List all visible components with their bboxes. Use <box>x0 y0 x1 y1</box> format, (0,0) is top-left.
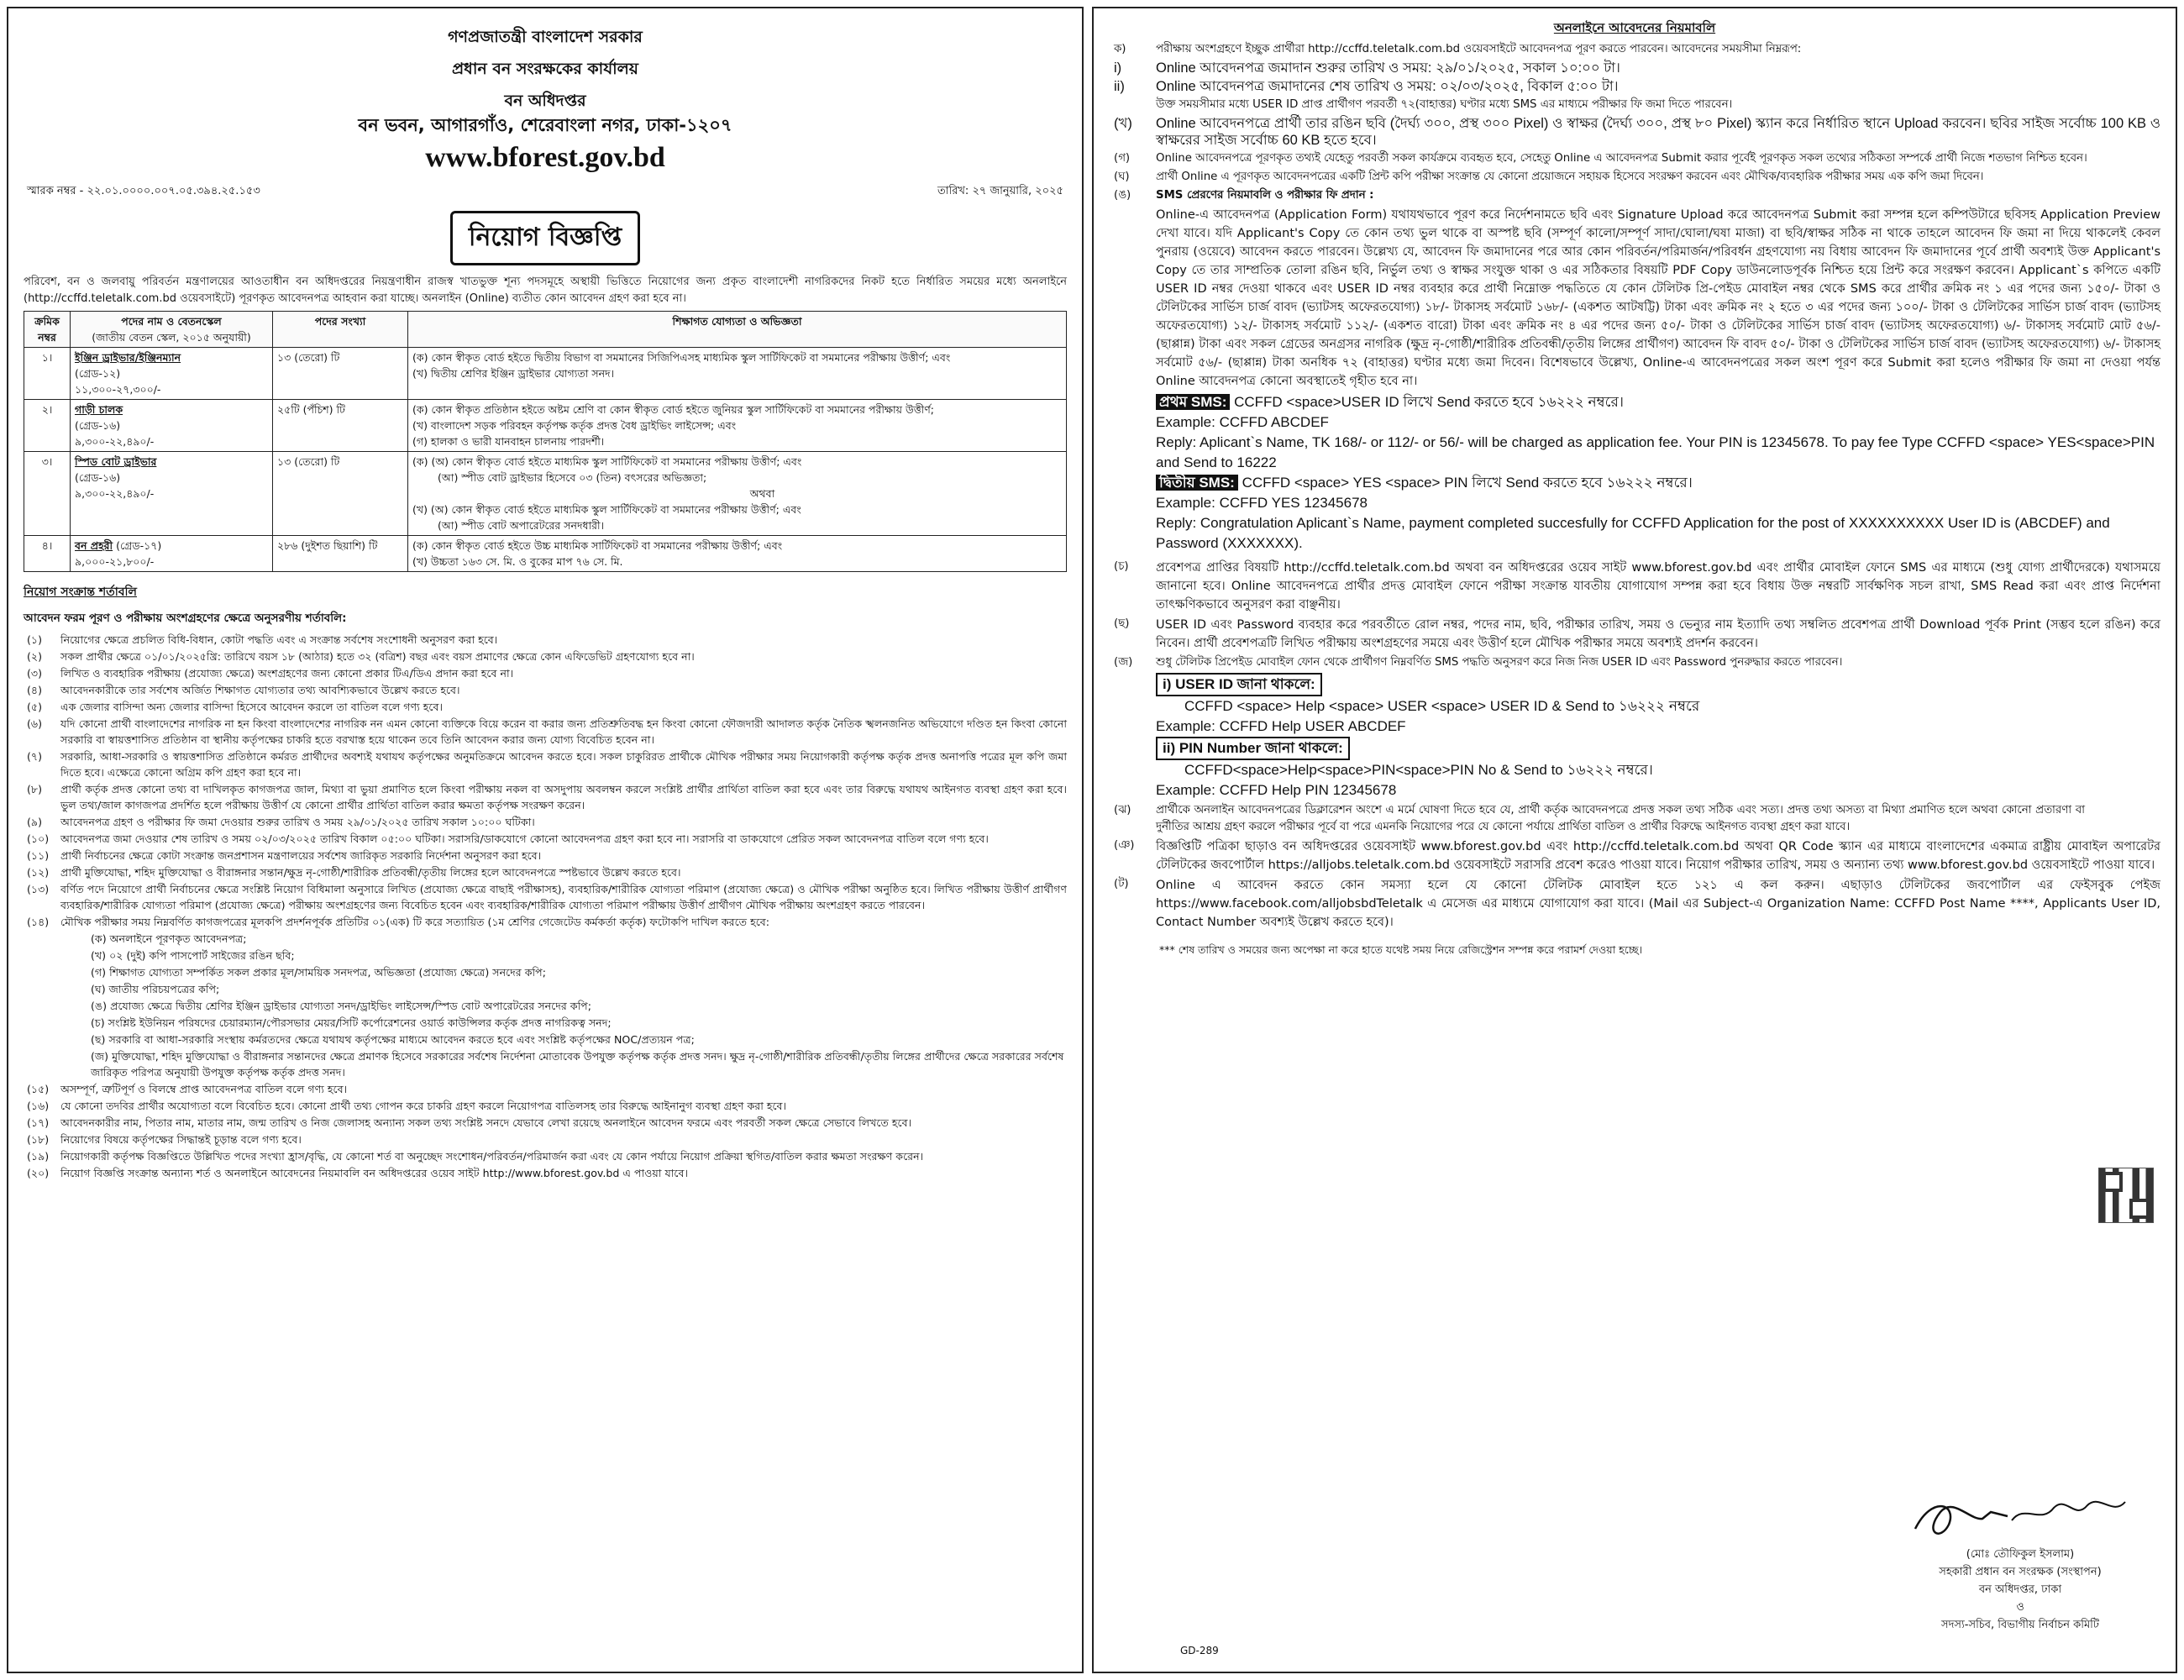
condition-text: আবেদনকারীর নাম, পিতার নাম, মাতার নাম, জন্ম তারিখ ও নিজ জেলাসহ অন্যান্য সকল তথ্য সংশ্লিষ্ট সনদে যেভাবে লেখা রয়েছে অনলাইনে আবেদন ফরমে এবং পরবর্তী সকল ক্ষেত্রে সেভাবে লিখতে হবে। <box>60 1116 912 1129</box>
condition-item <box>24 748 1067 780</box>
rule-key: (ঞ) <box>1114 839 1135 852</box>
condition-number: (১১) <box>27 849 50 862</box>
condition-item <box>24 665 1067 681</box>
post-name: গাড়ী চালক <box>75 403 123 416</box>
signature-icon <box>1907 1487 2134 1546</box>
condition-text: প্রার্থী মুক্তিযোদ্ধা, শহিদ মুক্তিযোদ্ধা ও বীরাঙ্গনার সন্তান/ক্ষুদ্র নৃ-গোষ্ঠী/শারীরিক প্রতিবন্ধী/তৃতীয় লিঙ্গের হলে আবেদনপত্রে স্পষ্টভাবে উল্লেখ করতে হবে। <box>60 866 681 879</box>
condition-item <box>24 699 1067 715</box>
condition-item <box>24 648 1067 664</box>
table-row <box>24 348 1067 400</box>
document-item: (খ) ০২ (দুই) কপি পাসপোর্ট সাইজের রঙিন ছবি; <box>91 949 295 962</box>
post-scale: ৯,৩০০-২২,৪৯০/- <box>75 435 155 448</box>
row-post <box>71 348 273 400</box>
rule-text: বিজ্ঞপ্তিটি পত্রিকা ছাড়াও বন অধিদপ্তরের ওয়েবসাইট www.bforest.gov.bd এবং http://ccffd.teletalk.com.bd অথবা QR Code স্ক্যান এর মাধ্যমে বাংলাদেশের একমাত্র রাষ্ট্রীয় মোবাইল অপারেটর টেলিটকের জবপোর্টাল https://alljobs.teletalk.com.bd ওয়েবসাইটে সরাসরি প্রবেশ করেও পাওয়া যাবে। নিয়োগ পরীক্ষার তারিখ, সময় ও অন্যান্য তথ্য www.bforest.gov.bd ওয়েবসাইটে পাওয়া যাবে। <box>1156 840 2160 872</box>
gd-code: GD-289 <box>1180 1645 1219 1656</box>
post-scale: ৯,৩০০-২২,৪৯০/- <box>75 487 155 500</box>
rule-kha <box>1109 115 2160 149</box>
table-row <box>24 452 1067 536</box>
website-heading: www.bforest.gov.bd <box>425 142 665 173</box>
row-qualification <box>408 348 1067 400</box>
rule-ka <box>1109 41 2160 58</box>
condition-text: অসম্পূর্ণ, ত্রুটিপূর্ণ ও বিলম্বে প্রাপ্ত আবেদনপত্র বাতিল বলে গণ্য হবে। <box>60 1083 348 1095</box>
rule-text: Online আবেদনপত্রে প্রার্থী তার রঙিন ছবি (দৈর্ঘ্য ৩০০, প্রস্থ ৩০০ Pixel) ও স্বাক্ষর (দৈর্ঘ্য ৩০০, প্রস্থ ৮০ Pixel) স্ক্যান করে নির্ধারিত স্থানে Upload করবেন। ছবির সাইজ সর্বোচ্চ 100 KB ও স্বাক্ষরের সাইজ সর্বোচ্চ 60 KB হতে হবে। <box>1156 116 2160 148</box>
condition-text: প্রার্থী নির্বাচনের ক্ষেত্রে কোটা সংক্রান্ত জনপ্রশাসন মন্ত্রণালয়ের সর্বশেষ জারিকৃত সরকারি নির্দেশনা অনুসরণ করা হবে। <box>60 849 542 862</box>
qual-line: (গ) হালকা ও ভারী যানবাহন চালনায় পারদর্শী। <box>412 435 605 448</box>
condition-item <box>24 716 1067 748</box>
condition-number: (৩) <box>27 667 43 680</box>
qual-line: (ক) কোন স্বীকৃত বোর্ড হইতে দ্বিতীয় বিভাগ বা সমমানের সিজিপিএসহ মাধ্যমিক স্কুল সার্টিফিকেট বা সমমানের পরীক্ষায় উত্তীর্ণ; এবং <box>412 351 951 364</box>
rule-uma-body <box>1109 206 2160 391</box>
qual-line: (ক) কোন স্বীকৃত বোর্ড হইতে উচ্চ মাধ্যমিক সার্টিফিকেট বা সমমানের পরীক্ষায় উত্তীর্ণ; এবং <box>412 539 783 552</box>
footnote: *** শেষ তারিখ ও সময়ের জন্য অপেক্ষা না করে হাতে যথেষ্ট সময় নিয়ে রেজিস্ট্রেশন সম্পন্ন করে পরামর্শ দেওয়া হচ্ছে। <box>1159 943 1643 956</box>
condition-item <box>24 1115 1067 1131</box>
rule-key: (ঙ) <box>1114 189 1131 202</box>
header-post-sub: (জাতীয় বেতন স্কেল, ২০১৫ অনুযায়ী) <box>92 331 251 344</box>
row-post <box>71 400 273 452</box>
qr-code-icon[interactable] <box>2098 1168 2154 1223</box>
condition-item <box>24 781 1067 813</box>
posts-table <box>24 311 1067 572</box>
condition-item <box>24 881 1067 913</box>
condition-number: (৯) <box>27 816 42 828</box>
condition-number: (৭) <box>27 750 43 763</box>
office-address: বন ভবন, আগারগাঁও, শেরেবাংলা নগর, ঢাকা-১২০৭ <box>358 115 732 135</box>
condition-text: সরকারি, আধা-সরকারি ও স্বায়ত্তশাসিত প্রতিষ্ঠানে কর্মরত প্রার্থীদের অবশ্যই যথাযথ কর্তৃপক্ষের অনুমতিক্রমে আবেদন করতে হবে। সকল চাকুরিরত প্রার্থীকে মৌখিক পরীক্ষার সময় নিয়োগকারী কর্তৃপক্ষ কর্তৃক প্রদত্ত অনাপত্তি পত্রের মূল কপি জমা দিতে হবে। এক্ষেত্রে কোনো অগ্রিম কপি গ্রহণ করা হবে না। <box>60 750 1067 779</box>
sms-first-reply: Reply: Aplicant`s Name, TK 168/- or 112/- or 56/- will be charged as application fee. Your PIN is 12345678. To pay fee Type CCFFD <space> YES<space>PIN and Send to 16222 <box>1156 434 2155 470</box>
rule-key: i) <box>1114 60 1122 76</box>
condition-item <box>24 632 1067 648</box>
rule-text: Online আবেদনপত্র জমাদানের শেষ তারিখ ও সময়: ০২/০৩/২০২৫, বিকাল ৫:০০ টা। <box>1156 79 1619 94</box>
sms-first-example: Example: CCFFD ABCDEF <box>1156 414 1329 430</box>
signer-office: বন অধিদপ্তর, ঢাকা <box>1978 1583 2062 1596</box>
post-scale: ৯,০০০-২১,৮০০/- <box>75 555 155 568</box>
rule-text: SMS প্রেরণের নিয়মাবলি ও পরীক্ষার ফি প্রদান : <box>1156 189 1374 202</box>
condition-text: আবেদনকারীকে তার সর্বশেষ অর্জিত শিক্ষাগত যোগ্যতার তথ্য আবশ্যিকভাবে উল্লেখ করতে হবে। <box>60 684 460 696</box>
qual-line: (খ) (অ) কোন স্বীকৃত বোর্ড হইতে মাধ্যমিক স্কুল সার্টিফিকেট বা সমমানের পরীক্ষায় উত্তীর্ণ; এবং <box>412 503 801 516</box>
condition-item <box>24 1081 1067 1097</box>
signature-block <box>1882 1487 2159 1634</box>
intro-paragraph: পরিবেশ, বন ও জলবায়ু পরিবর্তন মন্ত্রণালয়ের আওতাধীন বন অধিদপ্তরের নিয়ন্ত্রণাধীন রাজস্ব খাতভুক্ত শূন্য পদসমূহে অস্থায়ী ভিত্তিতে নিয়োগের জন্য প্রকৃত বাংলাদেশী নাগরিকদের নিকট হতে নির্ধারিত সময়ের মধ্যে অনলাইনে (http://ccffd.teletalk.com.bd ওয়েবসাইটে) পূরণকৃত আবেদনপত্র আহবান করা যাচ্ছে। অনলাইন (Online) ব্যতীত কোন আবেদন গ্রহণ করা হবে না। <box>24 276 1067 305</box>
qual-line: (আ) স্পীড বোট অপারেটরের সনদধারী। <box>438 519 605 532</box>
qual-line: (ক) কোন স্বীকৃত প্রতিষ্ঠান হইতে অষ্টম শ্রেণি বা কোন স্বীকৃত বোর্ড হইতে জুনিয়র স্কুল সার্টিফিকেট বা সমমানের পরীক্ষায় উত্তীর্ণ; <box>412 403 935 416</box>
conditions-subtitle: আবেদন ফরম পূরণ ও পরীক্ষায় অংশগ্রহণের ক্ষেত্রে অনুসরণীয় শর্তাবলি: <box>24 612 347 625</box>
condition-text: মৌখিক পরীক্ষার সময় নিম্নবর্ণিত কাগজপত্রের মূলকপি প্রদর্শনপূর্বক প্রতিটির ০১(এক) টি করে সত্যায়িত (১ম শ্রেণির গেজেটেড কর্মকর্তা কর্তৃক) ফটোকপি দাখিল করতে হবে: <box>60 916 770 928</box>
condition-number: (১) <box>27 633 42 646</box>
condition-number: (৫) <box>27 701 42 713</box>
pin-recovery <box>1109 737 2160 760</box>
condition-number: (১৩) <box>27 883 50 895</box>
rule-key: (গ) <box>1114 152 1131 165</box>
rule-text: প্রবেশপত্র প্রাপ্তির বিষয়টি http://ccffd.teletalk.com.bd অথবা বন অধিদপ্তরের ওয়েব সাইট www.bforest.gov.bd এবং প্রার্থীর মোবাইল ফোনে SMS এর মাধ্যমে (শুধু যোগ্য প্রার্থীদেরকে) যথাসময়ে জানানো হবে। Online আবেদনপত্রে প্রার্থীর প্রদত্ত মোবাইল ফোনে পরীক্ষা সংক্রান্ত যাবতীয় যোগাযোগ সম্পন্ন করা হবে বিধায় উক্ত নম্বরটি সার্বক্ষণিক সচল রাখা, SMS Read করা এবং প্রাপ্ত নির্দেশনা তাৎক্ষণিকভাবে অনুসরণ করা বাঞ্ছনীয়। <box>1156 561 2160 612</box>
rule-text: Online আবেদনপত্র জমাদান শুরুর তারিখ ও সময়: ২৯/০১/২০২৫, সকাল ১০:০০ টা। <box>1156 60 1620 76</box>
condition-text: লিখিত ও ব্যবহারিক পরীক্ষায় (প্রযোজ্য ক্ষেত্রে) অংশগ্রহণের জন্য কোনো প্রকার টিএ/ডিএ প্রদান করা হবে না। <box>60 667 514 680</box>
department-name: বন অধিদপ্তর <box>504 92 586 110</box>
condition-item <box>24 814 1067 830</box>
userid-cmd: CCFFD <space> Help <space> USER <space> USER ID & Send to ১৬২২২ নম্বরে <box>1184 698 1700 714</box>
document-item: (চ) সংশ্লিষ্ট ইউনিয়ন পরিষদের চেয়ারম্যান/পৌরসভার মেয়র/সিটি কর্পোরেশনের ওয়ার্ড কাউন্সিলর কর্তৃক প্রদত্ত নাগরিকত্ব সনদ; <box>91 1016 612 1029</box>
rule-ka-ii <box>1109 78 2160 95</box>
documents-sublist <box>24 931 1067 1080</box>
condition-number: (৪) <box>27 684 42 696</box>
rule-ja <box>1109 654 2160 671</box>
qual-line: (আ) স্পীড বোট ড্রাইভার হিসেবে ০৩ (তিন) বৎসরের অভিজ্ঞতা; <box>438 471 707 484</box>
condition-item <box>24 1165 1067 1181</box>
condition-text: নিয়োগকারী কর্তৃপক্ষ বিজ্ঞপ্তিতে উল্লিখিত পদের সংখ্যা হ্রাস/বৃদ্ধি, যে কোনো শর্ত বা অনুচ্ছেদ সংশোধন/পরিবর্তন/পরিমার্জন করা এবং যে কোন পর্যায়ে নিয়োগ প্রক্রিয়া স্থগিত/বাতিল করার ক্ষমতা সংরক্ষণ করেন। <box>60 1150 924 1163</box>
table-header-row <box>24 312 1067 348</box>
header-count: পদের সংখ্যা <box>273 312 408 348</box>
sms-first <box>1109 392 2160 412</box>
document-item: (ঙ) প্রযোজ্য ক্ষেত্রে দ্বিতীয় শ্রেণির ইঞ্জিন ড্রাইভার যোগ্যতা সনদ/ড্রাইভিং লাইসেন্স/স্পিড বোট অপারেটরের সনদের কপি; <box>91 1000 591 1012</box>
sms-second-reply: Reply: Congratulation Aplicant`s Name, payment completed succesfully for CCFFD Application for the post of XXXXXXXXXX User ID is (ABCDEF) and Password (XXXXXXX). <box>1156 515 2110 551</box>
row-serial: ২। <box>24 400 71 452</box>
qual-line: (খ) বাংলাদেশ সড়ক পরিবহন কর্তৃপক্ষ কর্তৃক প্রদত্ত বৈধ ড্রাইভিং লাইসেন্স; এবং <box>412 419 737 432</box>
userid-label: i) USER ID জানা থাকলে: <box>1156 673 1322 696</box>
rule-text: শুধু টেলিটক প্রিপেইড মোবাইল ফোন থেকে প্রার্থীগণ নিম্নবর্ণিত SMS পদ্ধতি অনুসরণ করে নিজ নিজ USER ID এবং Password পুনরুদ্ধার করতে পারবেন। <box>1156 656 1843 669</box>
notice-date: তারিখ: ২৭ জানুয়ারি, ২০২৫ <box>937 185 1063 197</box>
rule-key: (জ) <box>1114 656 1133 669</box>
sms-second <box>1109 473 2160 493</box>
table-row <box>24 400 1067 452</box>
condition-item <box>24 914 1067 930</box>
qual-line: (খ) দ্বিতীয় শ্রেণির ইঞ্জিন ড্রাইভার যোগ্যতা সনদ। <box>412 367 615 380</box>
govt-name: গণপ্রজাতন্ত্রী বাংলাদেশ সরকার <box>448 28 643 46</box>
rule-ta <box>1109 876 2160 932</box>
rule-ka-note <box>1109 97 2160 113</box>
post-name: স্পিড বোট ড্রাইভার <box>75 455 157 468</box>
condition-number: (২) <box>27 650 43 663</box>
condition-text: আবেদনপত্র গ্রহণ ও পরীক্ষার ফি জমা দেওয়ার শুরুর তারিখ ও সময় ২৯/০১/২০২৫ তারিখ সকাল ১০:০০ ঘটিকা। <box>60 816 535 828</box>
signer-committee: সদস্য-সচিব, বিভাগীয় নির্বাচন কমিটি <box>1941 1619 2099 1631</box>
condition-text: নিয়োগ বিজ্ঞপ্তি সংক্রান্ত অন্যান্য শর্ত ও অনলাইনে আবেদনের নিয়মাবলি বন অধিদপ্তরের ওয়েব সাইট http://www.bforest.gov.bd এ পাওয়া যাবে। <box>60 1167 688 1179</box>
right-column <box>1092 7 2177 1673</box>
qual-or: অথবা <box>749 487 775 500</box>
post-scale: ১১,৩০০-২৭,৩০০/- <box>75 383 161 396</box>
row-count: ২৫টি (পঁচিশ) টি <box>273 400 408 452</box>
post-name: বন প্রহরী <box>75 539 113 552</box>
row-count: ১৩ (তেরো) টি <box>273 452 408 536</box>
post-grade: (গ্রেড-১৬) <box>75 419 121 432</box>
qual-line: (খ) উচ্চতা ১৬৩ সে. মি. ও বুকের মাপ ৭৬ সে. মি. <box>412 555 623 568</box>
header-post <box>71 312 273 348</box>
row-post <box>71 452 273 536</box>
condition-number: (১০) <box>27 832 50 845</box>
document-item: (ছ) সরকারি বা আধা-সরকারি সংস্থায় কর্মরতদের ক্ষেত্রে যথাযথ কর্তৃপক্ষের মাধ্যমে আবেদন করতে হবে এবং সংশ্লিষ্ট কর্তৃপক্ষের NOC/প্রত্যয়ন পত্র; <box>91 1033 695 1046</box>
post-grade: (গ্রেড-১৭) <box>116 539 162 552</box>
rule-chha <box>1109 616 2160 653</box>
rule-text: Online এ আবেদন করতে কোন সমস্যা হলে যে কোনো টেলিটক মোবাইল হতে ১২১ এ কল করুন। এছাড়াও টেলিটকের জবপোর্টাল এর ফেইসবুক পেইজ https://www.facebook.com/alljobsbdTeletalk এ মেসেজ এর মাধ্যমে যোগাযোগ করা যাবে। (Mail এর Subject-এ Organization Name: CCFFD Post Name ****, Applicants User ID, Contact Number অবশ্যই উল্লেখ করতে হবে)। <box>1156 879 2160 929</box>
rule-text: Online আবেদনপত্রে পূরণকৃত তথ্যই যেহেতু পরবর্তী সকল কার্যক্রমে ব্যবহৃত হবে, সেহেতু Online এ আবেদনপত্র Submit করার পূর্বেই পূরণকৃত সকল তথ্যের সঠিকতা সম্পর্কে প্রার্থী নিজে শতভাগ নিশ্চিত হবেন। <box>1156 152 2087 165</box>
condition-item <box>24 848 1067 864</box>
conditions-title: নিয়োগ সংক্রান্ত শর্তাবলি <box>24 585 137 599</box>
row-serial: ৪। <box>24 536 71 572</box>
condition-number: (১৫) <box>27 1083 50 1095</box>
condition-number: (১৪) <box>27 916 50 928</box>
post-name-line <box>75 538 268 554</box>
row-count: ২৮৬ (দুইশত ছিয়াশি) টি <box>273 536 408 572</box>
condition-text: যদি কোনো প্রার্থী বাংলাদেশের নাগরিক না হন কিংবা বাংলাদেশের নাগরিক নন এমন কোনো ব্যক্তিকে বিয়ে করেন বা করার জন্য প্রতিশ্রুতিবদ্ধ হন কিংবা কোনো ফৌজদারী আদালত কর্তৃক নৈতিক স্খলনজনিত অভিযোগে দণ্ডিত হন কিংবা কোনো সরকারি বা স্বায়ত্তশাসিত প্রতিষ্ঠান বা স্থানীয় কর্তৃপক্ষের চাকরি হতে বরখাস্ত হয়ে থাকেন তবে তিনি আবেদন করার জন্য যোগ্য বিবেচিত হবেন না। <box>60 717 1067 746</box>
sms-second-cmd: CCFFD <space> YES <space> PIN লিখে Send করতে হবে ১৬২২২ নম্বরে। <box>1242 475 1693 491</box>
sms-second-tag: দ্বিতীয় SMS: <box>1156 475 1238 491</box>
rule-text: প্রার্থীকে অনলাইন আবেদনপত্রের ডিক্লারেশন অংশে এ মর্মে ঘোষণা দিতে হবে যে, প্রার্থী কর্তৃক আবেদনপত্রে প্রদত্ত সকল তথ্য সঠিক এবং সত্য। প্রদত্ত তথ্য অসত্য বা মিথ্যা প্রমাণিত হলে অথবা কোনো প্রতারণা বা দুর্নীতির আশ্রয় গ্রহণ করলে পরীক্ষার পূর্বে বা পরে এমনকি নিয়োগের পরে যে কোনো পর্যায়ে প্রার্থিতা বাতিল ও প্রার্থীর বিরুদ্ধে আইনগত ব্যবস্থা গ্রহণ করা যাবে। <box>1156 804 2085 833</box>
condition-text: নিয়োগের বিষয়ে কর্তৃপক্ষের সিদ্ধান্তই চূড়ান্ত বলে গণ্য হবে। <box>60 1133 302 1146</box>
condition-text: যে কোনো তদবির প্রার্থীর অযোগ্যতা বলে বিবেচিত হবে। কোনো প্রার্থী তথ্য গোপন করে চাকরি গ্রহণ করলে নিয়োগপত্র বাতিলসহ তার বিরুদ্ধে আইনানুগ ব্যবস্থা গ্রহণ করা হবে। <box>60 1100 787 1112</box>
userid-example: Example: CCFFD Help USER ABCDEF <box>1156 718 1406 734</box>
qual-line: (ক) (অ) কোন স্বীকৃত বোর্ড হইতে মাধ্যমিক স্কুল সার্টিফিকেট বা সমমানের পরীক্ষায় উত্তীর্ণ; এবং <box>412 455 802 468</box>
online-rules-title: অনলাইনে আবেদনের নিয়মাবলি <box>1553 20 1716 35</box>
post-grade: (গ্রেড-১২) <box>75 367 121 380</box>
pin-label: ii) PIN Number জানা থাকলে: <box>1156 737 1350 760</box>
condition-number: (১৭) <box>27 1116 50 1129</box>
signer-designation: সহকারী প্রধান বন সংরক্ষক (সংস্থাপন) <box>1939 1566 2102 1578</box>
condition-item <box>24 1098 1067 1114</box>
rule-key: ii) <box>1114 79 1125 94</box>
header-serial: ক্রমিক নম্বর <box>24 312 71 348</box>
pin-example: Example: CCFFD Help PIN 12345678 <box>1156 782 1397 798</box>
post-name: ইঞ্জিন ড্রাইভার/ইঞ্জিনম্যান <box>75 351 181 364</box>
condition-text: নিয়োগের ক্ষেত্রে প্রচলিত বিধি-বিধান, কোটা পদ্ধতি এবং এ সংক্রান্ত সর্বশেষ সংশোধনী অনুসরণ করা হবে। <box>60 633 498 646</box>
sms-second-example: Example: CCFFD YES 12345678 <box>1156 495 1368 511</box>
memo-number: স্মারক নম্বর - ২২.০১.০০০০.০০৭.০৫.৩৯৪.২৫.১৫৩ <box>27 185 260 197</box>
condition-item <box>24 1148 1067 1164</box>
row-qualification <box>408 536 1067 572</box>
document-item: (ঘ) জাতীয় পরিচয়পত্রের কপি; <box>91 983 220 995</box>
rule-key: (ঝ) <box>1114 804 1131 816</box>
left-column <box>7 7 1084 1673</box>
post-grade: (গ্রেড-১৬) <box>75 471 121 484</box>
sms-first-cmd: CCFFD <space>USER ID লিখে Send করতে হবে ১৬২২২ নম্বরে। <box>1234 394 1624 410</box>
row-qualification <box>408 452 1067 536</box>
signer-name: (মোঃ তৌফিকুল ইসলাম) <box>1966 1548 2075 1561</box>
condition-text: প্রার্থী কর্তৃক প্রদত্ত কোনো তথ্য বা দাখিলকৃত কাগজপত্র জাল, মিথ্যা বা ভুয়া প্রমাণিত হলে কিংবা পরীক্ষায় নকল বা অসদুপায় অবলম্বন করলে সংশ্লিষ্ট প্রার্থীর প্রার্থিতা বাতিল করা হবে এবং তার বিরুদ্ধে যথাযথ আইনগত ব্যবস্থা গ্রহণ করা হবে। ভুল তথ্য/জাল কাগজপত্র প্রদর্শিত হলে পরীক্ষায় উত্তীর্ণ যে কোনো প্রার্থীর প্রার্থিতা বাতিল করার ক্ষমতা কর্তৃপক্ষ সংরক্ষণ করেন। <box>60 783 1067 811</box>
condition-number: (১৬) <box>27 1100 50 1112</box>
condition-item <box>24 1131 1067 1147</box>
row-serial: ৩। <box>24 452 71 536</box>
header-post-label: পদের নাম ও বেতনস্কেল <box>121 315 222 328</box>
table-row <box>24 536 1067 572</box>
row-qualification <box>408 400 1067 452</box>
condition-number: (২০) <box>27 1167 50 1179</box>
rule-uma <box>1109 187 2160 204</box>
row-count: ১৩ (তেরো) টি <box>273 348 408 400</box>
notice-title: নিয়োগ বিজ্ঞপ্তি <box>450 211 640 265</box>
condition-number: (১৯) <box>27 1150 50 1163</box>
rule-key: (ট) <box>1114 878 1129 890</box>
condition-item <box>24 831 1067 847</box>
condition-item <box>24 682 1067 698</box>
rule-text: USER ID এবং Password ব্যবহার করে পরবর্তীতে রোল নম্বর, পদের নাম, ছবি, পরীক্ষার তারিখ, সময় ও ভেন্যুর নাম ইত্যাদি তথ্য সম্বলিত প্রবেশপত্র প্রার্থী Download পূর্বক Print (সম্ভব হলে রঙিন) করে নিবেন। প্রার্থী প্রবেশপত্রটি লিখিত পরীক্ষায় অংশগ্রহণের সময়ে এবং উত্তীর্ণ হলে মৌখিক পরীক্ষার সময়ে অবশ্যই প্রদর্শন করবেন। <box>1156 618 2160 650</box>
rule-ka-i <box>1109 60 2160 76</box>
rule-cha <box>1109 559 2160 614</box>
row-post <box>71 536 273 572</box>
rule-ya <box>1109 837 2160 874</box>
rule-key: ক) <box>1114 43 1126 55</box>
rule-key: (চ) <box>1114 560 1129 573</box>
condition-number: (১৮) <box>27 1133 50 1146</box>
header-qualification: শিক্ষাগত যোগ্যতা ও অভিজ্ঞতা <box>408 312 1067 348</box>
rule-ga <box>1109 150 2160 167</box>
condition-number: (৮) <box>27 783 42 795</box>
rule-text: Online-এ আবেদনপত্র (Application Form) যথাযথভাবে পূরণ করে নির্দেশনামতে ছবি এবং Signature Upload করে আবেদনপত্র Submit করা সম্পন্ন হলে কম্পিউটারে ছবিসহ Application Preview দেখা যাবে। যদি Applicant's Copy তে কোন তথ্য ভুল থাকে বা অস্পষ্ট ছবি (সম্পূর্ণ কালো/সম্পূর্ণ সাদা/ঘোলা/ঘষা মাজা) বা ছবি/স্বাক্ষর সঠিক না থাকে তাহলে আবেদন ফি জমা না দিয়ে থাকলেই কেবল পুনরায় (ওয়েবে) আবেদন করতে পারবেন। উল্লেখ্য যে, আবেদন ফি জমাদানের পরে আর কোন পরিবর্তন/পরিমার্জন/পরিবর্ধন গ্রহণযোগ্য নয় বিধায় আবেদন ফি জমাদানের পূর্বে প্রার্থী অবশ্যই উক্ত Applicant's Copy তে তার সাম্প্রতিক তোলা রঙিন ছবি, নির্ভুল তথ্য ও স্বাক্ষর সংযুক্ত থাকা ও এর সঠিকতার বিষয়টি PDF Copy ডাউনলোডপূর্বক নিশ্চিত হয়ে প্রিন্ট করে সংরক্ষণ করবেন। Applicant`s কপিতে একটি USER ID নম্বর দেওয়া থাকবে এবং USER ID নম্বর ব্যবহার করে প্রার্থী নিম্নোক্ত পদ্ধতিতে যে কোন টেলিটক প্রি-পেইড মোবাইল নম্বর থেকে SMS করে প্রার্থীর ক্রমিক নং ১ এর পদের জন্য ১৫০/- টাকা ও টেলিটকের সার্ভিস চার্জ বাবদ (ভ্যাটসহ অফেরতযোগ্য) ১৮/- টাকাসহ সর্বমোট ১৬৮/- (একশত আটষট্টি) টাকা এবং ক্রমিক নং ২ হতে ৩ এর পদের জন্য ১০০/- টাকা ও টেলিটকের সার্ভিস চার্জ বাবদ (ভ্যাটসহ অফেরতযোগ্য) ১২/- টাকাসহ সর্বমোট ১১২/- (একশত বারো) টাকা এবং ক্রমিক নং ৪ এর পদের জন্য ৫০/- টাকা ও টেলিটকের সার্ভিস চার্জ বাবদ (ভ্যাটসহ অফেরতযোগ্য) ৬/- টাকাসহ সর্বমোট মোট ৫৬/- (ছাপ্পান্ন) টাকা এবং সকল গ্রেডের অনগ্রসর নাগরিক (ক্ষুদ্র নৃ-গোষ্ঠী/শারীরিক প্রতিবন্ধী/তৃতীয় লিঙ্গের প্রার্থীগণ) আবেদন ফি বাবদ ৫০/- টাকা ও টেলিটকের সার্ভিস চার্জ বাবদ (ভ্যাটসহ অফেরতযোগ্য) ৬/- টাকাসহ সর্বমোট ৫৬/- (ছাপ্পান্ন) টাকা অনধিক ৭২ (বাহাত্তর) ঘণ্টার মধ্যে জমা দিবেন। বিশেষভাবে উল্লেখ্য, Online-এ আবেদনপত্রের সকল অংশ পূরণ করে Submit করা হলেও পরীক্ষার ফি জমা না দেওয়া পর্যন্ত Online আবেদনপত্র কোনো অবস্থাতেই গৃহীত হবে না। <box>1156 208 2160 388</box>
rule-key: (ছ) <box>1114 617 1130 630</box>
pin-cmd: CCFFD<space>Help<space>PIN<space>PIN No & Send to ১৬২২২ নম্বরে। <box>1184 762 1653 778</box>
condition-text: সকল প্রার্থীর ক্ষেত্রে ০১/০১/২০২৫খ্রি: তারিখে বয়স ১৮ (আঠার) হতে ৩২ (বত্রিশ) বছর এবং বয়স প্রমাণের ক্ষেত্রে কোন এফিডেভিট গ্রহণযোগ্য হবে না। <box>60 650 695 663</box>
letterhead <box>24 25 1067 176</box>
rule-text: প্রার্থী Online এ পূরণকৃত আবেদনপত্রের একটি প্রিন্ট কপি পরীক্ষা সংক্রান্ত যে কোনো প্রয়োজনে সহায়ক হিসেবে সংরক্ষণ করবেন এবং মৌখিক/ব্যবহারিক পরীক্ষার সময় এক কপি জমা দিবেন। <box>1156 171 1984 183</box>
condition-number: (১২) <box>27 866 50 879</box>
rule-text: পরীক্ষায় অংশগ্রহণে ইচ্ছুক প্রার্থীরা http://ccffd.teletalk.com.bd ওয়েবসাইটে আবেদনপত্র পূরণ করতে পারবেন। আবেদনের সময়সীমা নিম্নরূপ: <box>1156 43 1802 55</box>
signer-and: ও <box>2016 1601 2024 1614</box>
rule-key: (ঘ) <box>1114 171 1130 183</box>
document-item: (ক) অনলাইনে পূরণকৃত আবেদনপত্র; <box>91 932 247 945</box>
condition-text: বর্ণিত পদে নিয়োগে প্রার্থী নির্বাচনের ক্ষেত্রে সংশ্লিষ্ট নিয়োগ বিধিমালা অনুসারে লিখিত (প্রযোজ্য ক্ষেত্রে বাছাই পরীক্ষাসহ), ব্যবহারিক/শারীরিক যোগ্যতা পরিমাপ (প্রযোজ্য ক্ষেত্রে) ও মৌখিক পরীক্ষা অনুষ্ঠিত হবে। লিখিত পরীক্ষায় উত্তীর্ণ প্রার্থীগণ ব্যবহারিক/শারীরিক যোগ্যতা পরিমাপ (প্রযোজ্য ক্ষেত্রে) পরীক্ষায় অংশগ্রহণের জন্য বিবেচিত হবেন এবং ব্যবহারিক/শারীরিক যোগ্যতা পরিমাপ পরীক্ষায় উত্তীর্ণ প্রার্থীগণ মৌখিক পরীক্ষায় অংশগ্রহণ করতে পারবেন। <box>60 883 1067 911</box>
condition-item <box>24 864 1067 880</box>
userid-recovery <box>1109 673 2160 696</box>
document-item: (গ) শিক্ষাগত যোগ্যতা সম্পর্কিত সকল প্রকার মূল/সাময়িক সনদপত্র, অভিজ্ঞতা (প্রযোজ্য ক্ষেত্রে) সনদের কপি; <box>91 966 546 979</box>
conditions-list-tail <box>24 1081 1067 1181</box>
document-item: (জ) মুক্তিযোদ্ধা, শহিদ মুক্তিযোদ্ধা ও বীরাঙ্গনার সন্তানদের ক্ষেত্রে প্রমাণক হিসেবে সরকারের সর্বশেষ নির্দেশনা মোতাবেক উপযুক্ত কর্তৃপক্ষ কর্তৃক প্রদত্ত সনদ। ক্ষুদ্র নৃ-গোষ্ঠী/শারীরিক প্রতিবন্ধী/তৃতীয় লিঙ্গের প্রার্থীদের ক্ষেত্রে সরকারের সর্বশেষ জারিকৃত পরিপত্র অনুযায়ী উপযুক্ত কর্তৃপক্ষ কর্তৃক প্রদত্ত সনদ। <box>91 1050 1064 1079</box>
signature-scrawl <box>1882 1487 2159 1546</box>
sms-first-tag: প্রথম SMS: <box>1156 394 1230 410</box>
rule-key: (খ) <box>1114 116 1132 131</box>
row-serial: ১। <box>24 348 71 400</box>
memo-row <box>24 183 1067 201</box>
condition-number: (৬) <box>27 717 43 730</box>
condition-text: এক জেলার বাসিন্দা অন্য জেলার বাসিন্দা হিসেবে আবেদন করলে তা বাতিল বলে গণ্য হবে। <box>60 701 443 713</box>
rule-text: উক্ত সময়সীমার মধ্যে USER ID প্রাপ্ত প্রার্থীগণ পরবর্তী ৭২(বাহাত্তর) ঘণ্টার মধ্যে SMS এর মাধ্যমে পরীক্ষার ফি জমা দিতে পারবেন। <box>1156 98 1733 111</box>
rule-jha <box>1109 802 2160 836</box>
rule-gha <box>1109 169 2160 186</box>
office-name: প্রধান বন সংরক্ষকের কার্যালয় <box>452 60 638 78</box>
condition-text: আবেদনপত্র জমা দেওয়ার শেষ তারিখ ও সময় ০২/০৩/২০২৫ তারিখ বিকাল ০৫:০০ ঘটিকা। সরাসরি/ডাকযোগে কোনো আবেদনপত্র গ্রহণ করা হবে না। সরাসরি বা ডাকযোগে প্রেরিত সকল আবেদনপত্র বাতিল বলে গণ্য হবে। <box>60 832 989 845</box>
conditions-list <box>24 632 1067 930</box>
